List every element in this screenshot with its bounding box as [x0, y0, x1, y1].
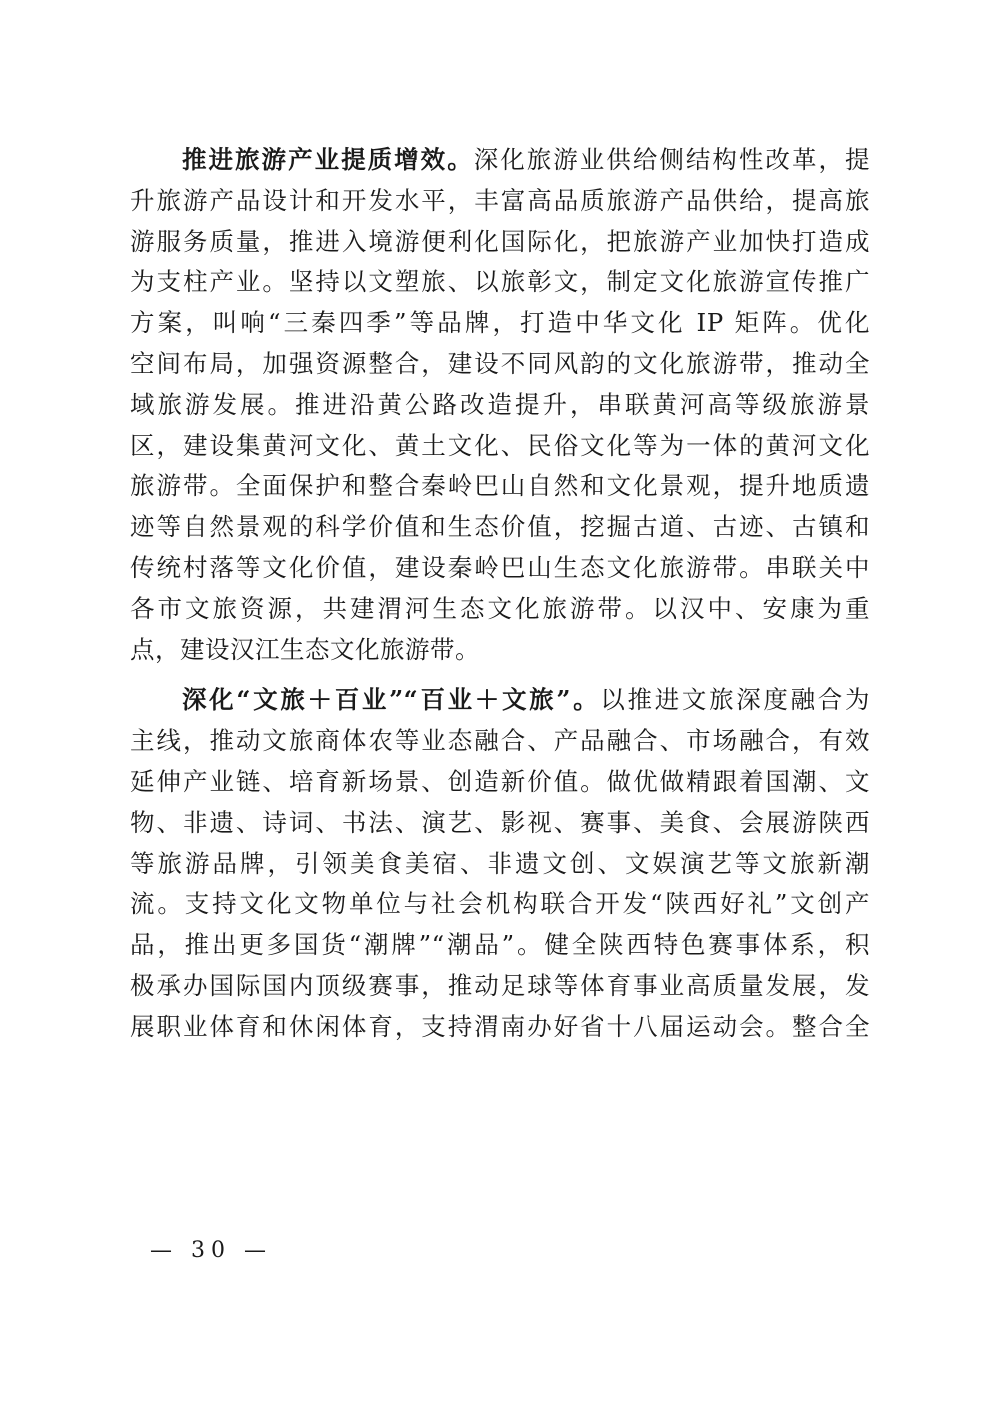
paragraph-1-first-line-text: 深化旅游业供给侧结构性改革，提: [473, 145, 870, 174]
paragraph-1-line: 空间布局，加强资源整合，建设不同风韵的文化旅游带，推动全: [130, 348, 870, 378]
paragraph-2-first-line-text: 以推进文旅深度融合为: [600, 685, 870, 715]
paragraph-2-line: 物、非遗、诗词、书法、演艺、影视、赛事、美食、会展游陕西: [130, 807, 870, 837]
paragraph-1-heading: 推进旅游产业提质增效。: [182, 145, 474, 174]
paragraph-1-line: 旅游带。全面保护和整合秦岭巴山自然和文化景观，提升地质遗: [130, 471, 870, 501]
document-body: [130, 140, 870, 1048]
paragraph-1-line: 点，建设汉江生态文化旅游带。: [130, 634, 480, 664]
paragraph-1-line: 游服务质量，推进入境游便利化国际化，把旅游产业加快打造成: [130, 226, 870, 256]
paragraph-2-line: 等旅游品牌，引领美食美宿、非遗文创、文娱演艺等文旅新潮: [130, 848, 870, 878]
paragraph-gap: [130, 670, 870, 680]
paragraph-2-first-line: [130, 680, 870, 721]
paragraph-2-line: 主线，推动文旅商体农等业态融合、产品融合、市场融合，有效: [130, 726, 870, 756]
paragraph-1-line: 区，建设集黄河文化、黄土文化、民俗文化等为一体的黄河文化: [130, 430, 870, 460]
paragraph-1-line: 域旅游发展。推进沿黄公路改造提升，串联黄河高等级旅游景: [130, 389, 870, 419]
paragraph-2-heading: 深化“文旅＋百业”“百业＋文旅”。: [182, 685, 601, 715]
page-number: — 30 —: [150, 1238, 272, 1263]
paragraph-1-line: 方案，叫响“三秦四季”等品牌，打造中华文化 IP 矩阵。优化: [130, 308, 870, 338]
paragraph-2-line: 极承办国际国内顶级赛事，推动足球等体育事业高质量发展，发: [130, 970, 870, 1000]
paragraph-1-line: 传统村落等文化价值，建设秦岭巴山生态文化旅游带。串联关中: [130, 552, 870, 582]
paragraph-1-line: 为支柱产业。坚持以文塑旅、以旅彰文，制定文化旅游宣传推广: [130, 267, 870, 297]
paragraph-2-line: 流。支持文化文物单位与社会机构联合开发“陕西好礼”文创产: [130, 889, 870, 919]
paragraph-2-line: 延伸产业链、培育新场景、创造新价值。做优做精跟着国潮、文: [130, 766, 870, 796]
paragraph-1-line: 升旅游产品设计和开发水平，丰富高品质旅游产品供给，提高旅: [130, 185, 870, 215]
paragraph-1-line: 各市文旅资源，共建渭河生态文化旅游带。以汉中、安康为重: [130, 593, 870, 623]
paragraph-1-line: 迹等自然景观的科学价值和生态价值，挖掘古道、古迹、古镇和: [130, 512, 870, 542]
paragraph-2-line: 品，推出更多国货“潮牌”“潮品”。健全陕西特色赛事体系，积: [130, 930, 870, 960]
paragraph-2-line: 展职业体育和休闲体育，支持渭南办好省十八届运动会。整合全: [130, 1011, 870, 1041]
paragraph-1-first-line: [130, 140, 870, 181]
